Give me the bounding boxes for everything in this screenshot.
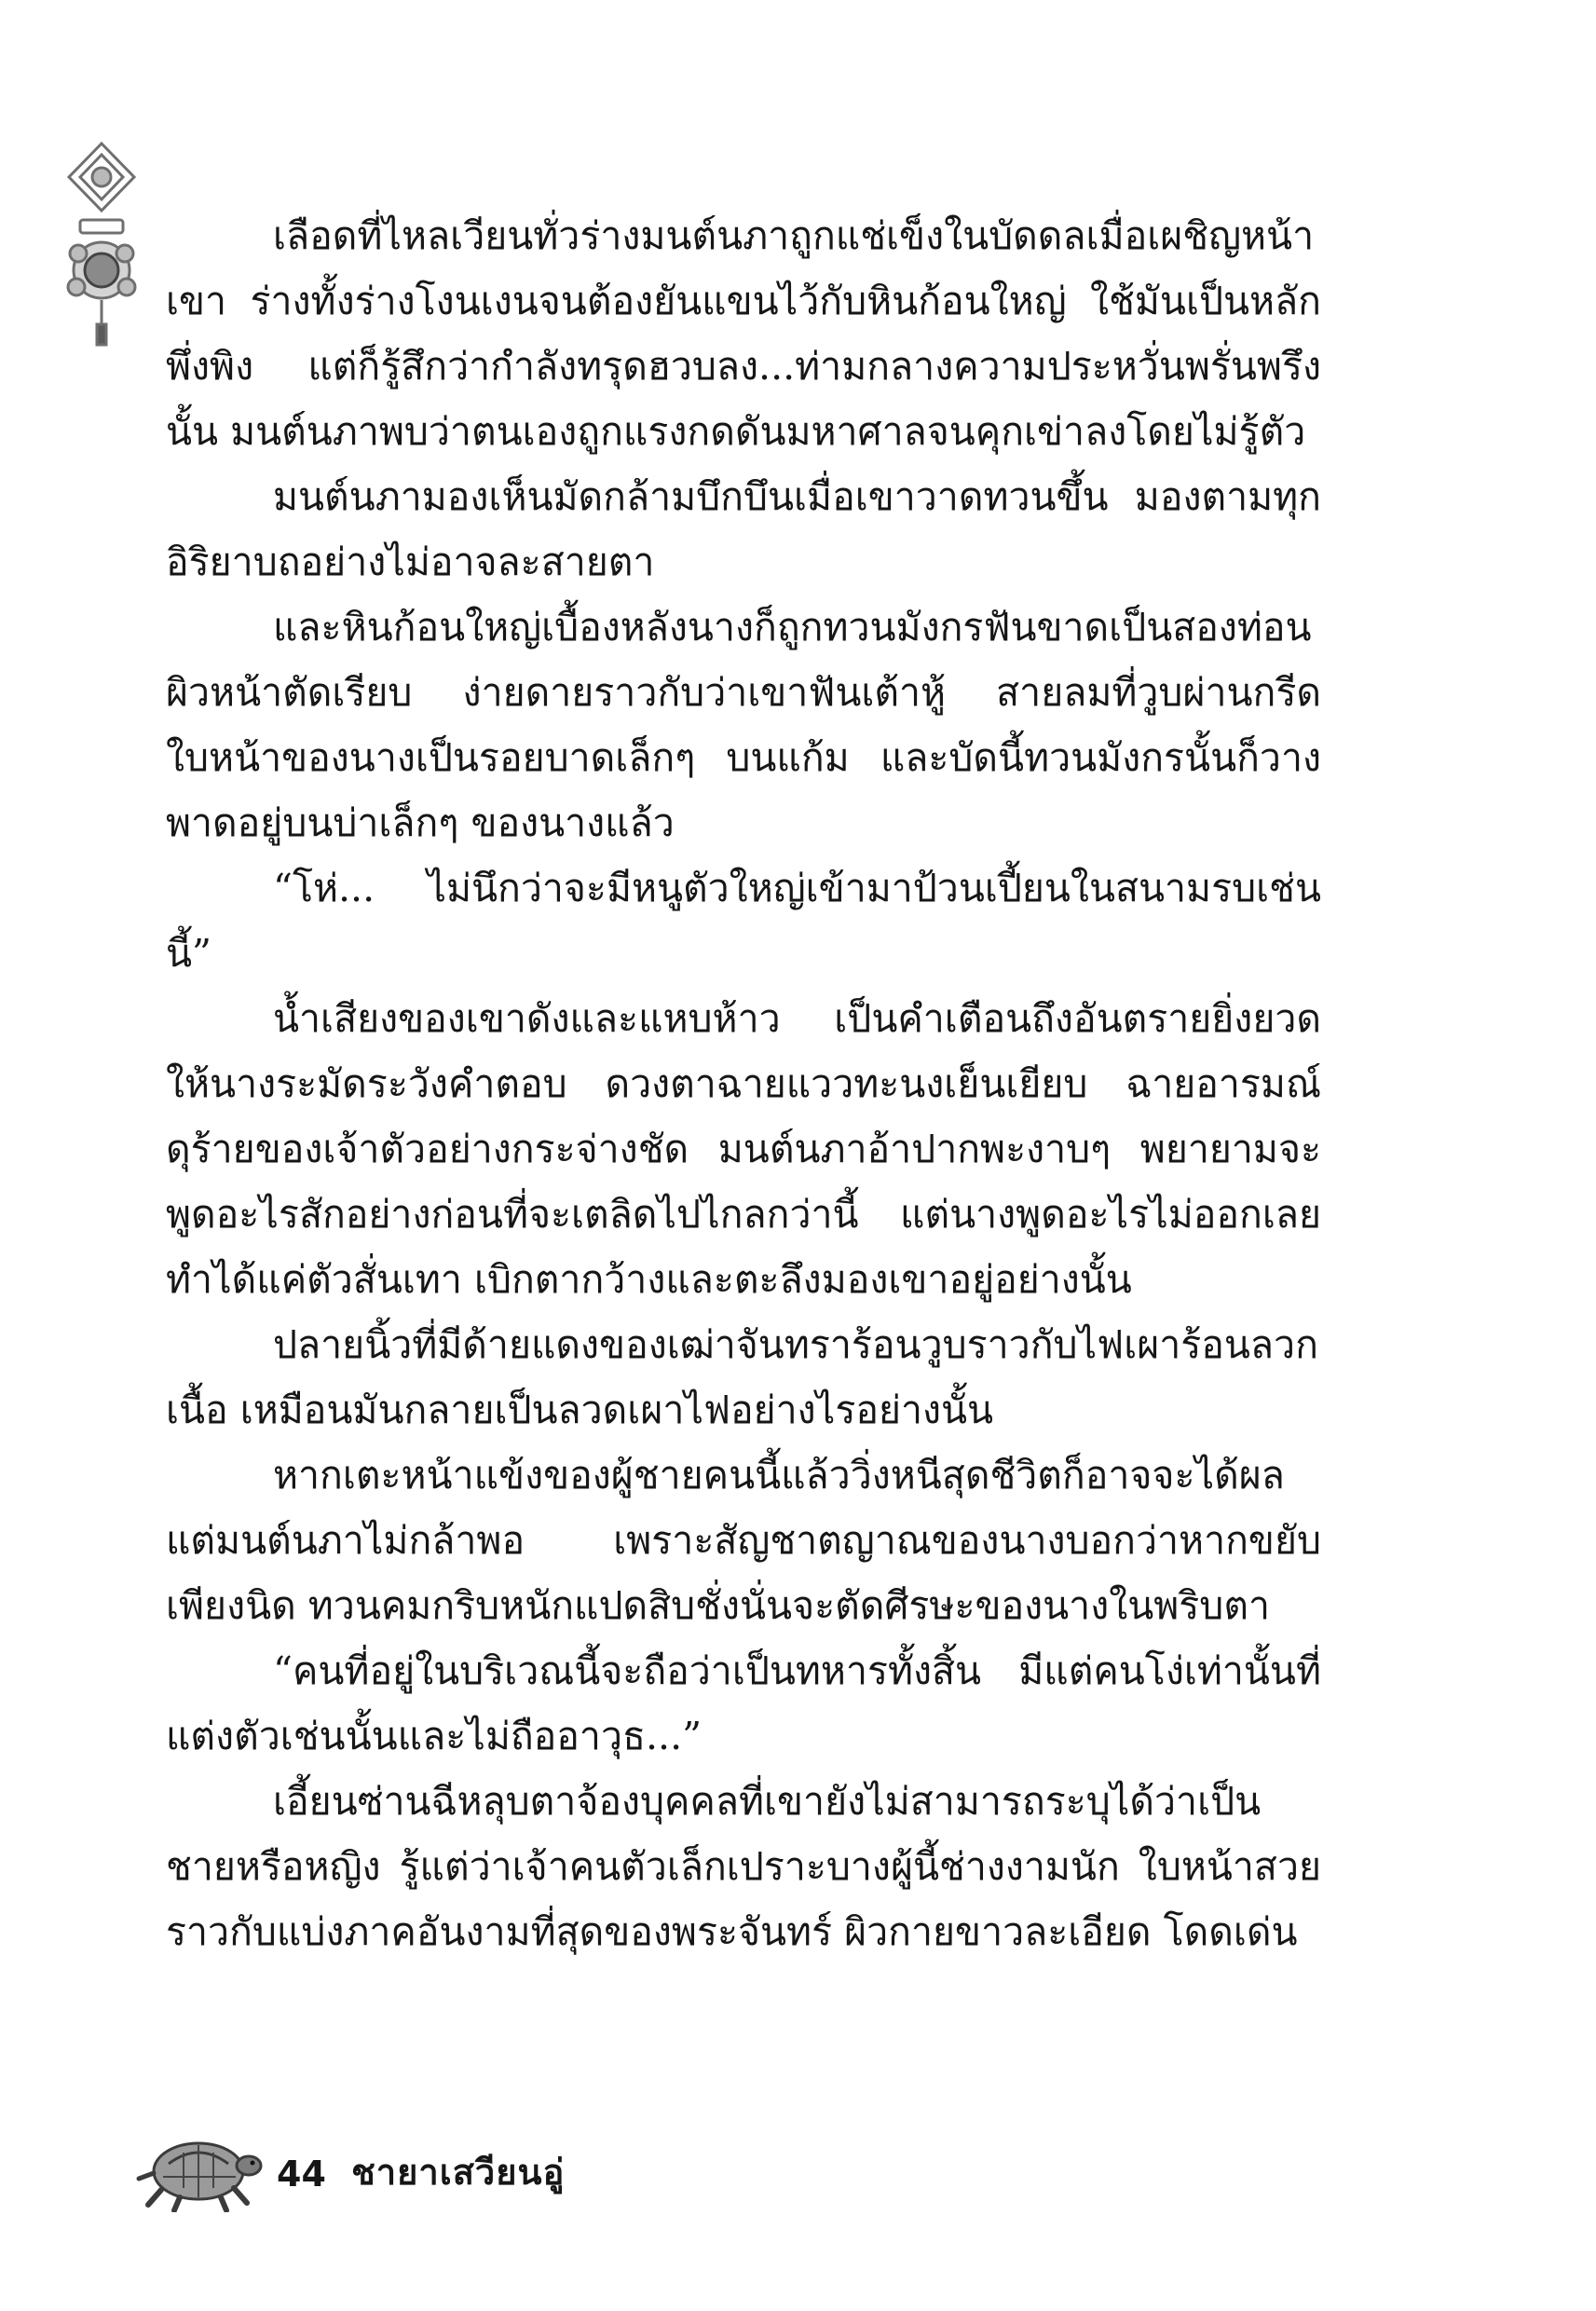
body-text bbox=[166, 203, 1321, 2113]
book-title: ชายาเสวียนอู่ bbox=[351, 2152, 566, 2193]
turtle-icon bbox=[135, 2123, 264, 2212]
paragraph-8: “คนที่อยู่ในบริเวณนี้จะถือว่าเป็นทหารทั้งสิ้น มีแต่คนโง่เท่านั้นที่แต่งตัวเช่นนั้นและไม่ถืออาวุธ...” bbox=[166, 1648, 1321, 1758]
paragraph-3: และหินก้อนใหญ่เบื้องหลังนางก็ถูกทวนมังกรฟันขาดเป็นสองท่อนผิวหน้าตัดเรียบ ง่ายดายราวกับว่าเขาฟันเต้าหู้ สายลมที่วูบผ่านกรีดใบหน้าของนางเป็นรอยบาดเล็กๆ บนแก้ม และบัดนี้ทวนมังกรนั้นก็วางพาดอยู่บนบ่าเล็กๆ ของนางแล้ว bbox=[166, 605, 1321, 845]
paragraph-5: น้ำเสียงของเขาดังและแหบห้าว เป็นคำเตือนถึงอันตรายยิ่งยวดให้นางระมัดระวังคำตอบ ดวงตาฉายแววทะนงเย็นเยียบ ฉายอารมณ์ดุร้ายของเจ้าตัวอย่างกระจ่างชัด มนต์นภาอ้าปากพะงาบๆ พยายามจะพูดอะไรสักอย่างก่อนที่จะเตลิดไปไกลกว่านี้ แต่นางพูดอะไรไม่ออกเลยทำได้แค่ตัวสั่นเทา เบิกตากว้างและตะลึงมองเขาอยู่อย่างนั้น bbox=[166, 996, 1321, 1302]
page-footer bbox=[135, 2123, 787, 2225]
paragraph-2: มนต์นภามองเห็นมัดกล้ามบึกบึนเมื่อเขาวาดทวนขึ้น มองตามทุกอิริยาบถอย่างไม่อาจละสายตา bbox=[166, 474, 1321, 584]
paragraph-6: ปลายนิ้วที่มีด้ายแดงของเฒ่าจันทราร้อนวูบราวกับไฟเผาร้อนลวกเนื้อ เหมือนมันกลายเป็นลวดเผาไฟอย่างไรอย่างนั้น bbox=[166, 1322, 1318, 1432]
page-number: 44 bbox=[277, 2154, 326, 2195]
lantern-ornament-icon bbox=[60, 140, 143, 354]
paragraph-1: เลือดที่ไหลเวียนทั่วร่างมนต์นภาถูกแช่เข็งในบัดดลเมื่อเผชิญหน้าเขา ร่างทั้งร่างโงนเงนจนต้องยันแขนไว้กับหินก้อนใหญ่ ใช้มันเป็นหลักพึ่งพิง แต่ก็รู้สึกว่ากำลังทรุดฮวบลง...ท่ามกลางความประหวั่นพรั่นพรึงนั้น มนต์นภาพบว่าตนเองถูกแรงกดดันมหาศาลจนคุกเข่าลงโดยไม่รู้ตัว bbox=[166, 213, 1321, 454]
paragraph-4: “โห่... ไม่นึกว่าจะมีหนูตัวใหญ่เข้ามาป้วนเปี้ยนในสนามรบเช่นนี้” bbox=[166, 866, 1321, 976]
paragraph-9: เอี้ยนซ่านฉีหลุบตาจ้องบุคคลที่เขายังไม่สามารถระบุได้ว่าเป็นชายหรือหญิง รู้แต่ว่าเจ้าคนตัวเล็กเปราะบางผู้นี้ช่างงามนัก ใบหน้าสวยราวกับแบ่งภาคอันงามที่สุดของพระจันทร์ ผิวกายขาวละเอียด โดดเด่น bbox=[166, 1779, 1321, 1954]
paragraph-7: หากเตะหน้าแข้งของผู้ชายคนนี้แล้ววิ่งหนีสุดชีวิตก็อาจจะได้ผลแต่มนต์นภาไม่กล้าพอ เพราะสัญชาตญาณของนางบอกว่าหากขยับเพียงนิด ทวนคมกริบหนักแปดสิบชั่งนั่นจะตัดศีรษะของนางในพริบตา bbox=[166, 1453, 1321, 1628]
